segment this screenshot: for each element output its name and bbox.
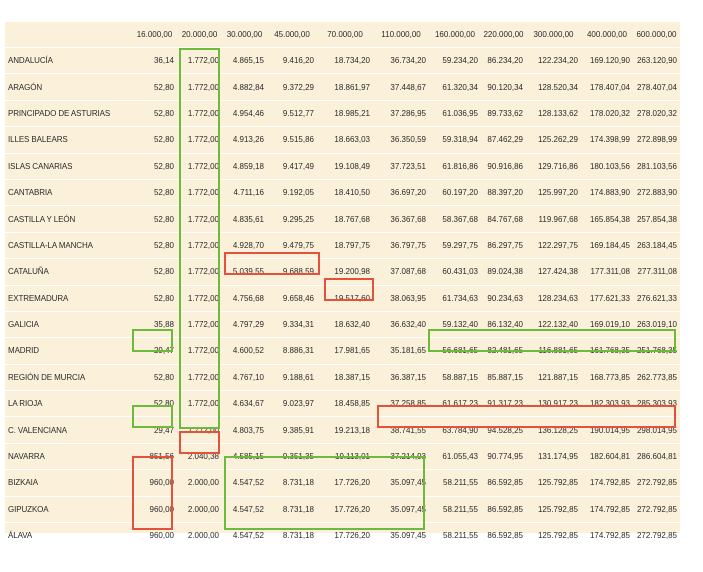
- table-cell: 125.792,85: [526, 496, 581, 522]
- table-cell: 36.734,20: [373, 48, 429, 74]
- table-cell: 61.320,34: [429, 74, 481, 100]
- table-cell: 298.014,95: [633, 417, 680, 443]
- table-cell: 18.663,03: [317, 127, 373, 153]
- table-cell: 127.424,38: [526, 259, 581, 285]
- table-cell: 1.772,00: [177, 417, 222, 443]
- region-name: GALICIA: [5, 311, 132, 337]
- header-bracket: 16.000,00: [132, 22, 177, 48]
- table-cell: 58.887,15: [429, 364, 481, 390]
- table-cell: 190.014,95: [581, 417, 633, 443]
- table-cell: 58.367,68: [429, 206, 481, 232]
- table-row: [5, 470, 680, 496]
- table-cell: 52,80: [132, 179, 177, 205]
- table-cell: 168.773,85: [581, 364, 633, 390]
- header-corner: [5, 22, 132, 48]
- table-row: [5, 179, 680, 205]
- table-cell: 9.334,31: [267, 311, 317, 337]
- table-cell: 38.741,55: [373, 417, 429, 443]
- table-cell: 161.768,35: [581, 338, 633, 364]
- table-cell: 58.211,55: [429, 496, 481, 522]
- table-cell: 36.797,75: [373, 232, 429, 258]
- table-cell: 4.859,18: [222, 153, 267, 179]
- table-cell: 128.520,34: [526, 74, 581, 100]
- table-cell: 56.681,65: [429, 338, 481, 364]
- table-cell: 52,80: [132, 127, 177, 153]
- table-cell: 1.772,00: [177, 127, 222, 153]
- table-cell: 52,80: [132, 232, 177, 258]
- table-cell: 86.297,75: [481, 232, 526, 258]
- table-cell: 18.734,20: [317, 48, 373, 74]
- table-cell: 4.835,61: [222, 206, 267, 232]
- table-cell: 19.200,98: [317, 259, 373, 285]
- table-cell: 4.882,84: [222, 74, 267, 100]
- table-cell: 4.928,70: [222, 232, 267, 258]
- table-cell: 19.108,49: [317, 153, 373, 179]
- table-cell: 9.295,25: [267, 206, 317, 232]
- table-cell: 272.883,90: [633, 179, 680, 205]
- table-cell: 278.020,32: [633, 100, 680, 126]
- table-cell: 29,47: [132, 338, 177, 364]
- table-cell: 128.234,63: [526, 285, 581, 311]
- table-cell: 94.528,25: [481, 417, 526, 443]
- table-cell: 37.286,95: [373, 100, 429, 126]
- table-cell: 18.767,68: [317, 206, 373, 232]
- table-cell: 178.020,32: [581, 100, 633, 126]
- table-cell: 19.113,01: [317, 443, 373, 469]
- header-bracket: 45.000,00: [267, 22, 317, 48]
- table-cell: 960,00: [132, 496, 177, 522]
- header-bracket: 220.000,00: [481, 22, 526, 48]
- table-cell: 37.448,67: [373, 74, 429, 100]
- table-cell: 86.592,85: [481, 523, 526, 549]
- table-cell: 88.397,20: [481, 179, 526, 205]
- table-cell: 82.481,65: [481, 338, 526, 364]
- table-cell: 85.887,15: [481, 364, 526, 390]
- table-cell: 4.767,10: [222, 364, 267, 390]
- region-name: C. VALENCIANA: [5, 417, 132, 443]
- table-cell: 2.000,00: [177, 470, 222, 496]
- table-cell: 17.981,65: [317, 338, 373, 364]
- table-cell: 165.854,38: [581, 206, 633, 232]
- table-cell: 36.632,40: [373, 311, 429, 337]
- table-row: [5, 74, 680, 100]
- table-cell: 52,80: [132, 364, 177, 390]
- table-cell: 18.410,50: [317, 179, 373, 205]
- table-cell: 2.040,38: [177, 443, 222, 469]
- table-cell: 58.211,55: [429, 470, 481, 496]
- table-cell: 121.887,15: [526, 364, 581, 390]
- table-cell: 29,47: [132, 417, 177, 443]
- table-cell: 8.886,31: [267, 338, 317, 364]
- table-cell: 128.133,62: [526, 100, 581, 126]
- table-cell: 281.103,56: [633, 153, 680, 179]
- table-cell: 169.120,90: [581, 48, 633, 74]
- table-cell: 1.772,00: [177, 364, 222, 390]
- table-cell: 90.916,86: [481, 153, 526, 179]
- table-cell: 4.756,68: [222, 285, 267, 311]
- table-cell: 37.258,85: [373, 391, 429, 417]
- table-cell: 9.188,61: [267, 364, 317, 390]
- table-cell: 4.634,67: [222, 391, 267, 417]
- table-cell: 9.688,59: [267, 259, 317, 285]
- table-cell: 8.731,18: [267, 496, 317, 522]
- table-cell: 35.181,65: [373, 338, 429, 364]
- table-cell: 17.726,20: [317, 523, 373, 549]
- table-cell: 178.407,04: [581, 74, 633, 100]
- table-cell: 180.103,56: [581, 153, 633, 179]
- table-cell: 174.792,85: [581, 470, 633, 496]
- table-cell: 59.297,75: [429, 232, 481, 258]
- table-cell: 52,80: [132, 259, 177, 285]
- header-bracket: 70.000,00: [317, 22, 373, 48]
- table-cell: 19.213,18: [317, 417, 373, 443]
- table-cell: 9.416,20: [267, 48, 317, 74]
- table-cell: 5.039,55: [222, 259, 267, 285]
- table-row: [5, 443, 680, 469]
- table-cell: 4.913,26: [222, 127, 267, 153]
- region-name: ANDALUCÍA: [5, 48, 132, 74]
- table-cell: 36.387,15: [373, 364, 429, 390]
- table-cell: 1.772,00: [177, 391, 222, 417]
- table-cell: 63.784,90: [429, 417, 481, 443]
- table-cell: 1.772,00: [177, 232, 222, 258]
- table-cell: 89.024,38: [481, 259, 526, 285]
- table-cell: 36.697,20: [373, 179, 429, 205]
- table-cell: 182.604,81: [581, 443, 633, 469]
- table-cell: 9.515,86: [267, 127, 317, 153]
- table-cell: 61.816,86: [429, 153, 481, 179]
- header-bracket: 300.000,00: [526, 22, 581, 48]
- table-cell: 86.592,85: [481, 496, 526, 522]
- table-cell: 4.954,46: [222, 100, 267, 126]
- table-cell: 1.772,00: [177, 48, 222, 74]
- table-cell: 36.367,68: [373, 206, 429, 232]
- table-cell: 59.132,40: [429, 311, 481, 337]
- table-cell: 125.997,20: [526, 179, 581, 205]
- table-cell: 9.192,05: [267, 179, 317, 205]
- table-cell: 1.772,00: [177, 179, 222, 205]
- table-cell: 59.318,94: [429, 127, 481, 153]
- table-row: [5, 417, 680, 443]
- table-cell: 58.211,55: [429, 523, 481, 549]
- table-cell: 9.385,91: [267, 417, 317, 443]
- table-cell: 960,00: [132, 523, 177, 549]
- table-cell: 60.197,20: [429, 179, 481, 205]
- table-cell: 272.792,85: [633, 470, 680, 496]
- region-name: CANTABRIA: [5, 179, 132, 205]
- table-cell: 4.865,15: [222, 48, 267, 74]
- table-cell: 277.311,08: [633, 259, 680, 285]
- table-cell: 89.733,62: [481, 100, 526, 126]
- table-cell: 17.726,20: [317, 496, 373, 522]
- table-cell: 9.658,46: [267, 285, 317, 311]
- table-cell: 1.772,00: [177, 100, 222, 126]
- table-cell: 18.458,85: [317, 391, 373, 417]
- table-cell: 136.128,25: [526, 417, 581, 443]
- table-cell: 276.621,33: [633, 285, 680, 311]
- table-cell: 251.768,35: [633, 338, 680, 364]
- table-cell: 87.462,29: [481, 127, 526, 153]
- cropped-side-text: [694, 28, 702, 498]
- table-cell: 4.547,52: [222, 496, 267, 522]
- table-cell: 1.772,00: [177, 153, 222, 179]
- region-name: ARAGÓN: [5, 74, 132, 100]
- table-cell: 4.797,29: [222, 311, 267, 337]
- region-name: CATALUÑA: [5, 259, 132, 285]
- region-name: ISLAS CANARIAS: [5, 153, 132, 179]
- region-name: CASTILLA Y LEÓN: [5, 206, 132, 232]
- table-cell: 285.303,93: [633, 391, 680, 417]
- table-cell: 52,80: [132, 153, 177, 179]
- table-cell: 174.883,90: [581, 179, 633, 205]
- table-row: [5, 48, 680, 74]
- table-cell: 9.512,77: [267, 100, 317, 126]
- table-cell: 84.767,68: [481, 206, 526, 232]
- table-cell: 52,80: [132, 74, 177, 100]
- table-cell: 122.297,75: [526, 232, 581, 258]
- table-cell: 174.792,85: [581, 496, 633, 522]
- table-cell: 125.792,85: [526, 523, 581, 549]
- table-cell: 90.234,63: [481, 285, 526, 311]
- table-cell: 9.372,29: [267, 74, 317, 100]
- tax-table: [5, 22, 680, 549]
- table-cell: 4.711,16: [222, 179, 267, 205]
- region-name: GIPUZKOA: [5, 496, 132, 522]
- table-cell: 131.174,95: [526, 443, 581, 469]
- table-row: [5, 338, 680, 364]
- table-cell: 59.234,20: [429, 48, 481, 74]
- table-row: [5, 523, 680, 549]
- table-cell: 119.967,68: [526, 206, 581, 232]
- table-cell: 262.773,85: [633, 364, 680, 390]
- table-cell: 125.262,29: [526, 127, 581, 153]
- header-bracket: 600.000,00: [633, 22, 680, 48]
- header-bracket: 20.000,00: [177, 22, 222, 48]
- header-bracket: 110.000,00: [373, 22, 429, 48]
- table-cell: 286.604,81: [633, 443, 680, 469]
- table-cell: 272.792,85: [633, 523, 680, 549]
- region-name: CASTILLA-LA MANCHA: [5, 232, 132, 258]
- table-cell: 263.120,90: [633, 48, 680, 74]
- table-cell: 9.479,75: [267, 232, 317, 258]
- table-cell: 37.087,68: [373, 259, 429, 285]
- table-cell: 4.547,52: [222, 470, 267, 496]
- table-cell: 35.097,45: [373, 496, 429, 522]
- table-cell: 52,80: [132, 206, 177, 232]
- table-cell: 86.132,40: [481, 311, 526, 337]
- table-row: [5, 206, 680, 232]
- table-cell: 35,88: [132, 311, 177, 337]
- table-cell: 177.311,08: [581, 259, 633, 285]
- table-cell: 52,80: [132, 100, 177, 126]
- header-row: [5, 22, 680, 48]
- table-cell: 272.898,99: [633, 127, 680, 153]
- table-cell: 263.019,10: [633, 311, 680, 337]
- table-cell: 1.772,00: [177, 311, 222, 337]
- table-cell: 177.621,33: [581, 285, 633, 311]
- region-name: ILLES BALEARS: [5, 127, 132, 153]
- region-name: NAVARRA: [5, 443, 132, 469]
- table-cell: 116.881,65: [526, 338, 581, 364]
- table-cell: 182.303,93: [581, 391, 633, 417]
- table-cell: 9.417,49: [267, 153, 317, 179]
- table-cell: 169.019,10: [581, 311, 633, 337]
- table-cell: 9.351,35: [267, 443, 317, 469]
- region-name: BIZKAIA: [5, 470, 132, 496]
- table-cell: 86.592,85: [481, 470, 526, 496]
- table-cell: 1.772,00: [177, 285, 222, 311]
- table-cell: 38.063,95: [373, 285, 429, 311]
- region-name: PRINCIPADO DE ASTURIAS: [5, 100, 132, 126]
- table-row: [5, 285, 680, 311]
- table-cell: 851,56: [132, 443, 177, 469]
- table-cell: 17.726,20: [317, 470, 373, 496]
- table-row: [5, 259, 680, 285]
- table-cell: 125.792,85: [526, 470, 581, 496]
- table-cell: 4.600,52: [222, 338, 267, 364]
- table-cell: 18.632,40: [317, 311, 373, 337]
- table-row: [5, 232, 680, 258]
- table-cell: 122.132,40: [526, 311, 581, 337]
- table-cell: 4.585,15: [222, 443, 267, 469]
- table-cell: 1.772,00: [177, 259, 222, 285]
- table-cell: 4.547,52: [222, 523, 267, 549]
- table-body: [5, 48, 680, 549]
- table-cell: 18.861,97: [317, 74, 373, 100]
- table-cell: 278.407,04: [633, 74, 680, 100]
- table-cell: 1.772,00: [177, 206, 222, 232]
- region-name: EXTREMADURA: [5, 285, 132, 311]
- table-cell: 169.184,45: [581, 232, 633, 258]
- table-cell: 2.000,00: [177, 523, 222, 549]
- table-cell: 19.517,60: [317, 285, 373, 311]
- table-cell: 86.234,20: [481, 48, 526, 74]
- table-cell: 91.317,23: [481, 391, 526, 417]
- table-cell: 52,80: [132, 285, 177, 311]
- table-cell: 18.985,21: [317, 100, 373, 126]
- table-cell: 1.772,00: [177, 74, 222, 100]
- table-cell: 35.097,45: [373, 470, 429, 496]
- table-cell: 36,14: [132, 48, 177, 74]
- region-name: REGIÓN DE MURCIA: [5, 364, 132, 390]
- table-cell: 90.120,34: [481, 74, 526, 100]
- table-cell: 52,80: [132, 391, 177, 417]
- table-row: [5, 127, 680, 153]
- table-cell: 61.617,23: [429, 391, 481, 417]
- table-cell: 272.792,85: [633, 496, 680, 522]
- table-cell: 174.398,99: [581, 127, 633, 153]
- table-cell: 8.731,18: [267, 470, 317, 496]
- table-cell: 36.350,59: [373, 127, 429, 153]
- table-cell: 37.723,51: [373, 153, 429, 179]
- table-cell: 60.431,03: [429, 259, 481, 285]
- table-cell: 90.774,95: [481, 443, 526, 469]
- table-cell: 8.731,18: [267, 523, 317, 549]
- table-cell: 122.234,20: [526, 48, 581, 74]
- table-row: [5, 100, 680, 126]
- header-bracket: 160.000,00: [429, 22, 481, 48]
- header-bracket: 400.000,00: [581, 22, 633, 48]
- table-cell: 35.097,45: [373, 523, 429, 549]
- table-cell: 130.917,23: [526, 391, 581, 417]
- table-cell: 18.387,15: [317, 364, 373, 390]
- table-cell: 2.000,00: [177, 496, 222, 522]
- table-cell: 9.023,97: [267, 391, 317, 417]
- table-cell: 960,00: [132, 470, 177, 496]
- table-cell: 61.036,95: [429, 100, 481, 126]
- table-cell: 61.055,43: [429, 443, 481, 469]
- region-name: MADRID: [5, 338, 132, 364]
- header-bracket: 30.000,00: [222, 22, 267, 48]
- table-cell: 1.772,00: [177, 338, 222, 364]
- region-name: ÁLAVA: [5, 523, 132, 549]
- table-row: [5, 496, 680, 522]
- table-cell: 257.854,38: [633, 206, 680, 232]
- table-cell: 61.734,63: [429, 285, 481, 311]
- table-cell: 18.797,75: [317, 232, 373, 258]
- tax-table-panel: [5, 22, 680, 541]
- table-row: [5, 391, 680, 417]
- table-cell: 4.803,75: [222, 417, 267, 443]
- table-row: [5, 311, 680, 337]
- table-cell: 37.214,93: [373, 443, 429, 469]
- table-row: [5, 364, 680, 390]
- region-name: LA RIOJA: [5, 391, 132, 417]
- table-row: [5, 153, 680, 179]
- table-cell: 174.792,85: [581, 523, 633, 549]
- table-cell: 129.716,86: [526, 153, 581, 179]
- table-cell: 263.184,45: [633, 232, 680, 258]
